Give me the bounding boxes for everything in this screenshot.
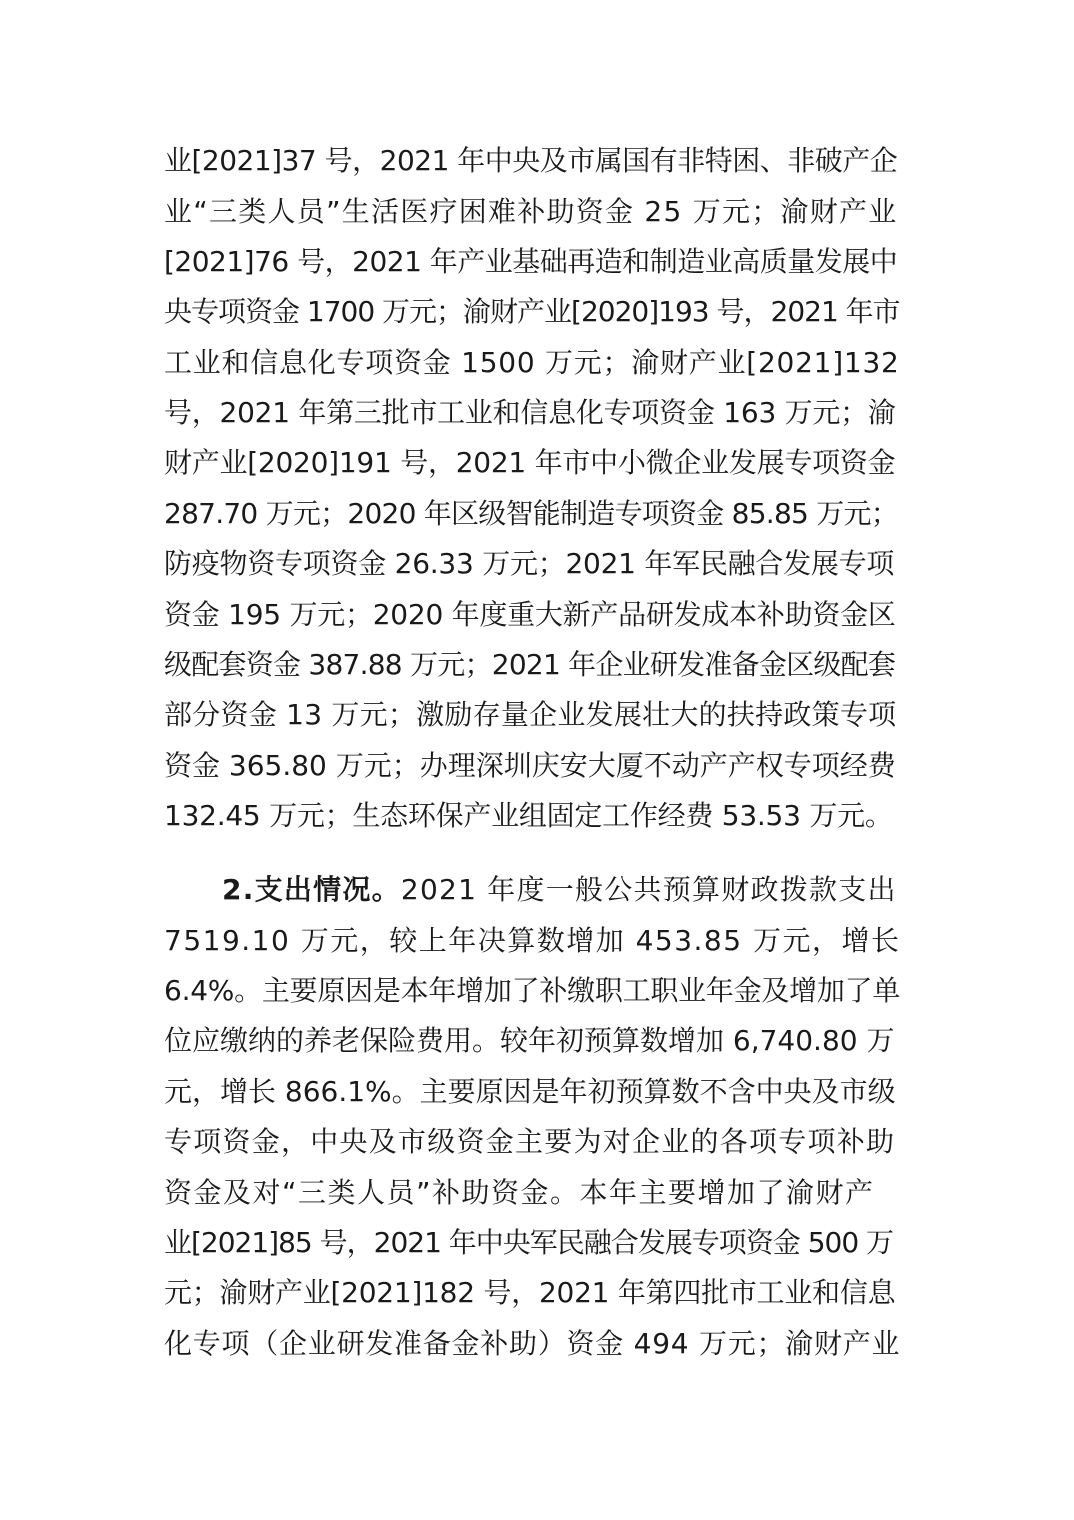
text-line: 资金 195 万元；2020 年度重大新产品研发成本补助资金区 (164, 598, 896, 631)
text-line: 132.45 万元；生态环保产业组固定工作经费 53.53 万元。 (164, 799, 893, 832)
text-line: 业“三类人员”生活医疗困难补助资金 25 万元；渝财产业 (164, 195, 898, 228)
text-line: 资金 365.80 万元；办理深圳庆安大厦不动产产权专项经费 (164, 749, 896, 782)
text-line: 防疫物资专项资金 26.33 万元；2021 年军民融合发展专项 (164, 547, 895, 580)
text-line: 287.70 万元；2020 年区级智能制造专项资金 85.85 万元； (164, 497, 898, 530)
text-line: 6.4%。主要原因是本年增加了补缴职工职业年金及增加了单 (164, 974, 901, 1007)
text-line: 级配套资金 387.88 万元；2021 年企业研发准备金区级配套 (164, 648, 896, 681)
text-line: 专项资金，中央及市级资金主要为对企业的各项专项补助 (164, 1125, 896, 1158)
text-line: 7519.10 万元，较上年决算数增加 453.85 万元，增长 (164, 924, 901, 957)
text-line: 部分资金 13 万元；激励存量企业发展壮大的扶持政策专项 (164, 698, 897, 731)
text-line: 业[2021]37 号，2021 年中央及市属国有非特困、非破产企 (164, 144, 898, 177)
text-line: 工业和信息化专项资金 1500 万元；渝财产业[2021]132 (164, 346, 900, 379)
text-line: 财产业[2020]191 号，2021 年市中小微企业发展专项资金 (164, 446, 896, 479)
text-line: 元，增长 866.1%。主要原因是年初预算数不含中央及市级 (164, 1075, 896, 1108)
text-line: 位应缴纳的养老保险费用。较年初预算数增加 6,740.80 万 (164, 1024, 895, 1057)
text-line: 化专项（企业研发准备金补助）资金 494 万元；渝财产业 (164, 1327, 901, 1360)
section-heading: 2.支出情况。 (222, 873, 401, 906)
text-line: [2021]76 号，2021 年产业基础再造和制造业高质量发展中 (164, 245, 898, 278)
paragraph-first-line (222, 865, 897, 915)
text-span: 2021 年度一般公共预算财政拨款支出 (400, 873, 897, 906)
text-line: 业[2021]85 号，2021 年中央军民融合发展专项资金 500 万 (164, 1226, 894, 1259)
text-line: 资金及对“三类人员”补助资金。本年主要增加了渝财产 (164, 1176, 875, 1209)
text-line: 号，2021 年第三批市工业和信息化专项资金 163 万元；渝 (164, 396, 896, 429)
text-line: 央专项资金 1700 万元；渝财产业[2020]193 号，2021 年市 (164, 295, 900, 328)
text-line: 元；渝财产业[2021]182 号，2021 年第四批市工业和信息 (164, 1276, 896, 1309)
